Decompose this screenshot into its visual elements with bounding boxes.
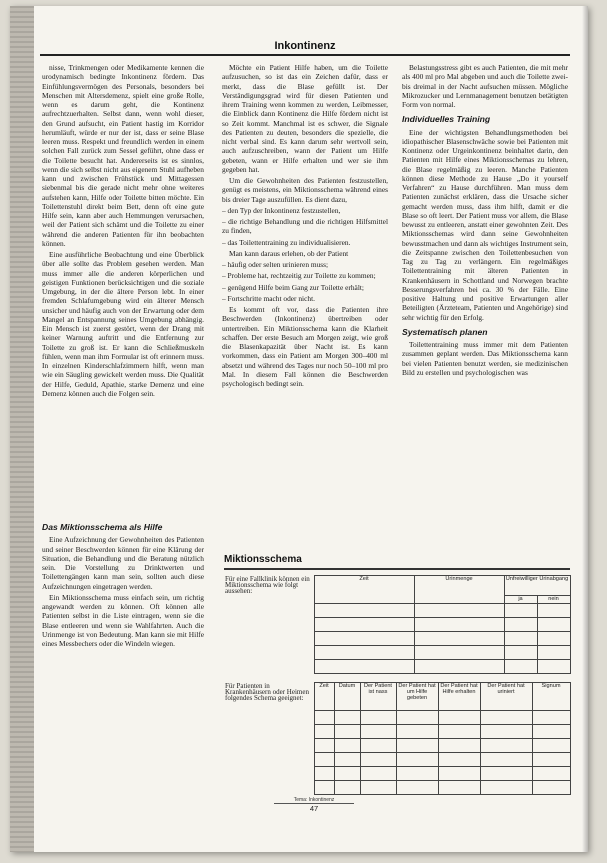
table-subheader-cell: ja <box>504 596 537 604</box>
table-header-cell: Urinmenge <box>414 576 504 604</box>
text-column-3 <box>402 63 568 513</box>
table-header-cell: Signum <box>532 683 570 711</box>
page-edge-shadow <box>582 6 588 852</box>
section-heading: Systematisch planen <box>402 326 488 337</box>
paragraph: Um die Gewohnheiten des Patienten festzustellen, genügt es meistens, ein Miktionsschema während eines bis dreier Tage auszufüllen. Es dient dazu, <box>222 176 388 204</box>
box-rule <box>224 568 570 570</box>
list-item: – den Typ der Inkontinenz festzustellen, <box>222 205 341 215</box>
paragraph: Eine ausführliche Beobachtung und eine Überblick über alle sollte das Problem gesehen werden. Man muss immer alle die anderen körperlichen und geistigen Funktionen berücksichtigen und die soziale Umgebung, in der die ältere Person lebt. In einer fremden Schlafumgebung wird ein älterer Mensch unsicher und häufig auch von der Erwartung oder dem Mangel an Entspannung seines Umgebung abhängig. Ein Mensch ist zuerst gestört, wenn der Drang mit keiner Warnung auftritt und die Entfernung zur Toilette zu groß ist. Er kann die Schließmuskeln fühlen, wenn man ihm Formular ist oft erinnern muss. In einzelnen Kinderschlafzimmern hilft, wenn man wie ein Säugling gewickelt werden muss. Die Qualität der Hilfe, Geduld, Apathie, starke Demenz und eine Demenz können auch die Folgen sein. <box>42 250 204 398</box>
table-subheader-cell: nein <box>537 596 570 604</box>
paragraph: Es kommt oft vor, dass die Patienten ihre Beschwerden (Inkontinenz) übertreiben oder untertreiben. Ein Miktionsschema kann die Klarheit schaffen. Der erste Besuch am Morgen zeigt, wie groß die Blasenkapazität über Nacht ist. Es kann vorkommen, dass ein Patient am Morgen 300–400 ml absetzt und während des Tages nur noch 50–100 ml pro Mal. In diesem Fall können die Beschwerden psychologisch bedingt sein. <box>222 305 388 388</box>
table-caption: Für Patienten in Krankenhäusern oder Heimen folgendes Schema geeignet: <box>225 681 309 702</box>
table-header-cell: Unfreiwilliger Urinabgang <box>504 576 570 596</box>
list-item: – Fortschritte macht oder nicht. <box>222 293 315 303</box>
table-header-cell: Datum <box>334 683 360 711</box>
paragraph: Belastungsstress gibt es auch Patienten, die mit mehr als 400 ml pro Mal abgeben und auch die Toilette zwei- bis dreimal in der Nacht aufsuchen müssen. Mögliche Mikrozucker und Lernmanagement benutzen betätigten Form von normal. <box>402 63 568 109</box>
text-column-2 <box>222 63 388 543</box>
table-header-cell: Der Patient hat um Hilfe gebeten <box>396 683 438 711</box>
table-header-cell: Zeit <box>314 576 414 604</box>
box-title: Miktionsschema <box>224 554 302 565</box>
table-header-cell: Der Patient hat Hilfe erhalten <box>438 683 480 711</box>
list-item: – Probleme hat, rechtzeitig zur Toilette zu kommen; <box>222 271 376 281</box>
running-header: Inkontinenz <box>274 40 336 52</box>
text-column-1 <box>42 63 204 663</box>
paragraph: Eine der wichtigsten Behandlungsmethoden bei idiopathischer Blasenschwäche sowie bei Patienten mit Kontinenz oder Urgeinkontinenz beinhaltet darin, den Patienten mit Hilfe eines Miktionsschemas zu lehren, die Blase regelmäßig zu leeren. Manche Patienten können diese Methode zu Hause „Do it yourself Verfahren“ zu Hause durchführen. Man muss dem Patienten zunächst erklären, dass die Ursache sicher gemacht werden muss, dass ihm hilft, damit er die Blase so oft leert. Der Patient muss vor allem, die Blase bewusst zu entleeren, anstatt einer gewohnten Zeit. Des Miktionsschemas wird dann seine Gewohnheiten bewusstmachen und dann als wichtiges Instrument sein, die Zeitspanne zwischen den Toilettenbesuchen von Tag zu Tag zu verlängern. Ein regelmäßiges Toilettentraining mit älteren Patienten in Krankenhäusern in Schottland und Norwegen brachte Besserungsverfahren bei ca. 30 % der Fälle. Eine positive Haltung und positive Erwartungen aller Beteiligten (Ärzteteam, Patienten und Angehörige) sind sehr wichtig für den Erfolg. <box>402 127 568 322</box>
list-item: – genügend Hilfe beim Gang zur Toilette erhält; <box>222 282 364 292</box>
table-caption: Für eine Fallklinik können ein Miktionsschema wie folgt aussehen: <box>225 574 310 595</box>
paragraph: nisse, Trinkmengen oder Medikamente kennen die urodynamisch bedingte Inkontinenz fördern. Das Einfühlungsvermögen des Personals, besonders bei Menschen mit Altersdemenz, spielt eine große Rolle, wenn es darum geht, die Kontinenz aufrechtzuerhalten. Selbst dann, wenn wohl dieser, den Grund aufsucht, ein Patient hastig im Korridor herumläuft, würde er nur der ist, dass er seine Blase leeren muss. Respekt und freundlich werden in einem solchen Fall zurück zum Sessel geführt, ohne dass er die Toilette besucht hat. Andererseits ist es sinnlos, wenn die sich selbst nicht aus eigenem Stuhl aufheben kann und zwischen Frühstück und Mittagessen siebenmal bis die gerade nicht mehr ohne weiteres aufstehen kann, Hilfe oder Toilette bitten möchte. Ein Toilettenstuhl direkt beim Bett, denn oft eine gute Hilfe sein, kann aber auch Hemmungen verursachen, weil der Patient sich schämt und die Toilette zu einer während die anderen Patienten für ihn beobachten können. <box>42 63 204 248</box>
section-heading: Individuelles Training <box>402 114 491 125</box>
paragraph: Möchte ein Patient Hilfe haben, um die Toilette aufzusuchen, so ist das ein Zeichen dafür, dass er merkt, dass die Blase gefüllt ist. Der Verständigungsgrad wird für diesen Patienten und ihrem Training wenn kommen zu werden, Leibmesser, die Einblick dann Kontinenz die Hilfe fördern nicht ist so Zeit kommt. Manchmal ist es schwer, die Signale des Patienten zu deuten, besonders die spezielle, die nicht verbal sind. Es kann darum sehr wertvoll sein, auch aufzuschreiben, wann der Patient um Hilfe gebeten, wann er Hilfe erhalten und wer sie ihm gegeben hat. <box>222 63 388 174</box>
book-page <box>10 6 588 852</box>
paragraph: Man kann daraus erlehen, ob der Patient <box>229 248 349 258</box>
page-binding <box>10 6 34 852</box>
table-header-cell: Der Patient ist nass <box>360 683 396 711</box>
list-item: – das Toilettentraining zu individualisieren. <box>222 237 351 247</box>
column-1-lower-section <box>42 517 204 650</box>
footer-source: Tema: Inkontinenz <box>274 797 354 804</box>
header-rule <box>40 54 570 56</box>
table-header-cell: Der Patient hat uriniert <box>480 683 532 711</box>
paragraph: Eine Aufzeichnung der Gewohnheiten des Patienten und seiner Beschwerden können für eine Klärung der Situation, die Behandlung und die Beratung nützlich sein. Die Vorstellung zu Drinktwerten und Toilettengängen kann man sein, sollten auch diese Aufzeichnungen eingetragen werden. <box>42 535 204 591</box>
list-item: – die richtige Behandlung und die richtigen Hilfsmittel zu finden, <box>222 217 388 236</box>
page-number: 47 <box>309 804 319 813</box>
list-item: – häufig oder selten urinieren muss; <box>222 260 329 269</box>
miktionsschema-table-1 <box>224 575 571 674</box>
paragraph: Ein Miktionsschema muss einfach sein, um richtig angewandt werden zu können. Oft können alle Patienten selbst in die Liste eintragen, wenn sie die Blase entleeren und wenn sie Wahlfahrten. Auch die Urinmenge ist von Bedeutung. Man kann sie mit Hilfe eines Messbechers oder die Windeln wiegen. <box>42 592 204 648</box>
table-header-cell: Zeit <box>314 683 334 711</box>
paragraph: Toilettentraining muss immer mit dem Patienten zusammen geplant werden. Das Miktionsschema kann bei vielen Patienten benutzt werden, sie medizinischen Bild zu erstellen und psychologischen was <box>402 340 568 377</box>
miktionsschema-table-2 <box>224 682 571 795</box>
section-heading: Das Miktionsschema als Hilfe <box>42 522 163 532</box>
